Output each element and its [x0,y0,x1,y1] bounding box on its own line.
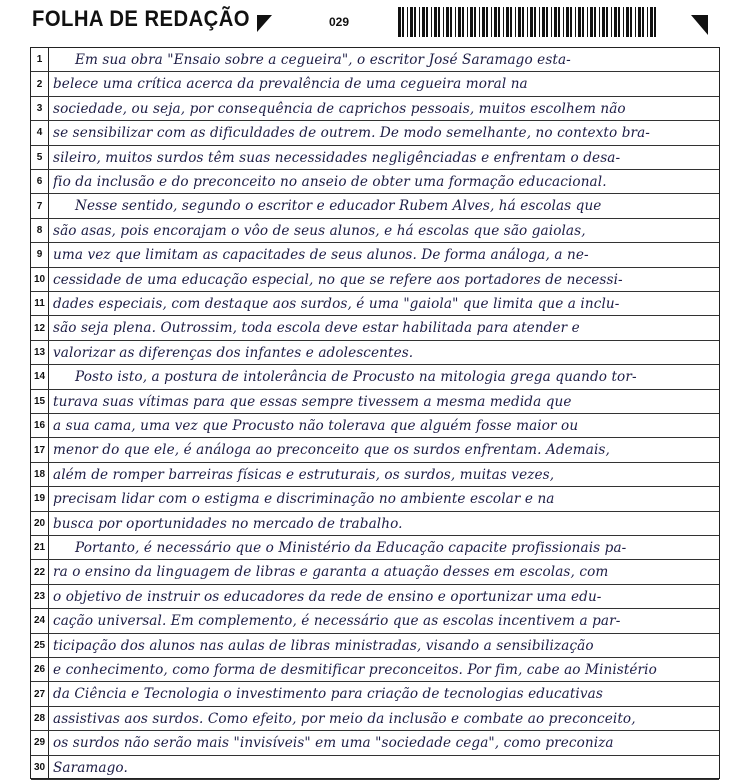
essay-line [31,72,719,96]
line-number: 6 [31,170,49,193]
essay-line [31,756,719,780]
essay-line [31,365,719,389]
handwritten-text: são asas, pois encorajam o vôo de seus alunos, e há escolas que são gaiolas, [53,222,586,239]
handwritten-text: o objetivo de instruir os educadores da rede de ensino e oportunizar uma edu- [53,588,602,605]
handwritten-text: sileiro, muitos surdos têm suas necessidades negligênciadas e enfrentam o desa- [53,149,621,166]
line-number: 25 [31,634,49,657]
line-number: 8 [31,219,49,242]
line-number: 20 [31,512,49,535]
line-number: 10 [31,268,49,291]
essay-line [31,243,719,267]
handwritten-text: além de romper barreiras físicas e estruturais, os surdos, muitas vezes, [53,466,555,483]
essay-line [31,585,719,609]
handwritten-text: Em sua obra "Ensaio sobre a cegueira", o escritor José Saramago esta- [75,52,571,68]
line-number: 22 [31,560,49,583]
essay-line [31,609,719,633]
handwritten-text: valorizar as diferenças dos infantes e adolescentes. [53,344,414,361]
essay-line [31,682,719,706]
line-number: 2 [31,72,49,95]
line-number: 4 [31,121,49,144]
essay-line [31,219,719,243]
handwritten-text: dades especiais, com destaque aos surdos, é uma "gaiola" que limita que a inclu- [53,296,620,312]
essay-line [31,48,719,72]
line-number: 15 [31,390,49,413]
line-number: 1 [31,48,49,71]
handwritten-text: e conhecimento, como forma de desmitificar preconceitos. Por fim, cabe ao Ministério [53,662,657,678]
essay-line [31,731,719,755]
registration-mark-left [257,15,272,32]
handwritten-text: fio da inclusão e do preconceito no anseio de obter uma formação educacional. [53,174,607,190]
line-number: 7 [31,194,49,217]
essay-line [31,390,719,414]
page-header [0,0,749,46]
essay-line [31,438,719,462]
handwritten-text: cação universal. Em complemento, é necessário que as escolas incentivem a par- [53,613,621,630]
handwritten-text: são seja plena. Outrossim, toda escola deve estar habilitada para atender e [53,320,580,337]
line-number: 11 [31,292,49,315]
line-number: 13 [31,341,49,364]
handwritten-text: sociedade, ou seja, por consequência de caprichos pessoais, muitos escolhem não [53,100,626,117]
handwritten-text: Portanto, é necessário que o Ministério da Educação capacite profissionais pa- [75,540,627,556]
line-number: 3 [31,97,49,120]
line-number: 23 [31,585,49,608]
line-number: 19 [31,487,49,510]
handwritten-text: a sua cama, uma vez que Procusto não tolerava que alguém fosse maior ou [53,418,579,434]
essay-line [31,536,719,560]
handwritten-text: Nesse sentido, segundo o escritor e educador Rubem Alves, há escolas que [75,198,602,215]
handwritten-text: busca por oportunidades no mercado de trabalho. [53,515,403,532]
essay-line [31,414,719,438]
essay-line [31,146,719,170]
barcode [398,7,658,37]
line-number: 29 [31,731,49,754]
essay-line [31,170,719,194]
line-number: 16 [31,414,49,437]
page-title: FOLHA DE REDAÇÃO [32,6,251,31]
line-number: 18 [31,463,49,486]
essay-line [31,268,719,292]
handwritten-text: cessidade de uma educação especial, no que se refere aos portadores de necessi- [53,271,623,288]
line-number: 14 [31,365,49,388]
line-number: 9 [31,243,49,266]
essay-line [31,121,719,145]
line-number: 17 [31,438,49,461]
handwritten-text: precisam lidar com o estigma e discriminação no ambiente escolar e na [53,491,555,508]
essay-sheet [30,47,720,779]
handwritten-text: turava suas vítimas para que essas sempre tivessem a mesma medida que [53,393,572,410]
handwritten-text: os surdos não serão mais "invisíveis" em uma "sociedade cega", como preconiza [53,735,614,752]
sheet-code: 029 [329,15,350,29]
essay-line [31,316,719,340]
essay-line [31,487,719,511]
essay-line [31,658,719,682]
essay-line [31,634,719,658]
essay-line [31,463,719,487]
essay-line [31,97,719,121]
handwritten-text: menor do que ele, é análoga ao preconceito que os surdos enfrentam. Ademais, [53,442,610,459]
handwritten-text: se sensibilizar com as dificuldades de outrem. De modo semelhante, no contexto bra- [53,125,650,142]
line-number: 24 [31,609,49,632]
handwritten-text: Posto isto, a postura de intolerância de Procusto na mitologia grega quando tor- [75,369,637,386]
handwritten-text: Saramago. [53,759,128,776]
essay-line [31,707,719,731]
essay-line [31,292,719,316]
line-number: 27 [31,682,49,705]
essay-line [31,194,719,218]
line-number: 21 [31,536,49,559]
handwritten-text: da Ciência e Tecnologia o investimento para criação de tecnologias educativas [53,686,603,703]
line-number: 30 [31,756,49,779]
handwritten-text: uma vez que limitam as capacitades de seus alunos. De forma análoga, a ne- [53,247,589,264]
line-number: 28 [31,707,49,730]
handwritten-text: belece uma crítica acerca da prevalência de uma cegueira moral na [53,76,528,93]
line-number: 5 [31,146,49,169]
essay-line [31,512,719,536]
essay-line [31,560,719,584]
line-number: 12 [31,316,49,339]
registration-mark-right [691,15,708,35]
handwritten-text: ticipação dos alunos nas aulas de libras ministradas, visando a sensibilização [53,637,594,654]
handwritten-text: ra o ensino da linguagem de libras e garanta a atuação desses em escolas, com [53,564,609,581]
essay-line [31,341,719,365]
handwritten-text: assistivas aos surdos. Como efeito, por meio da inclusão e combate ao preconceito, [53,710,636,727]
line-number: 26 [31,658,49,681]
